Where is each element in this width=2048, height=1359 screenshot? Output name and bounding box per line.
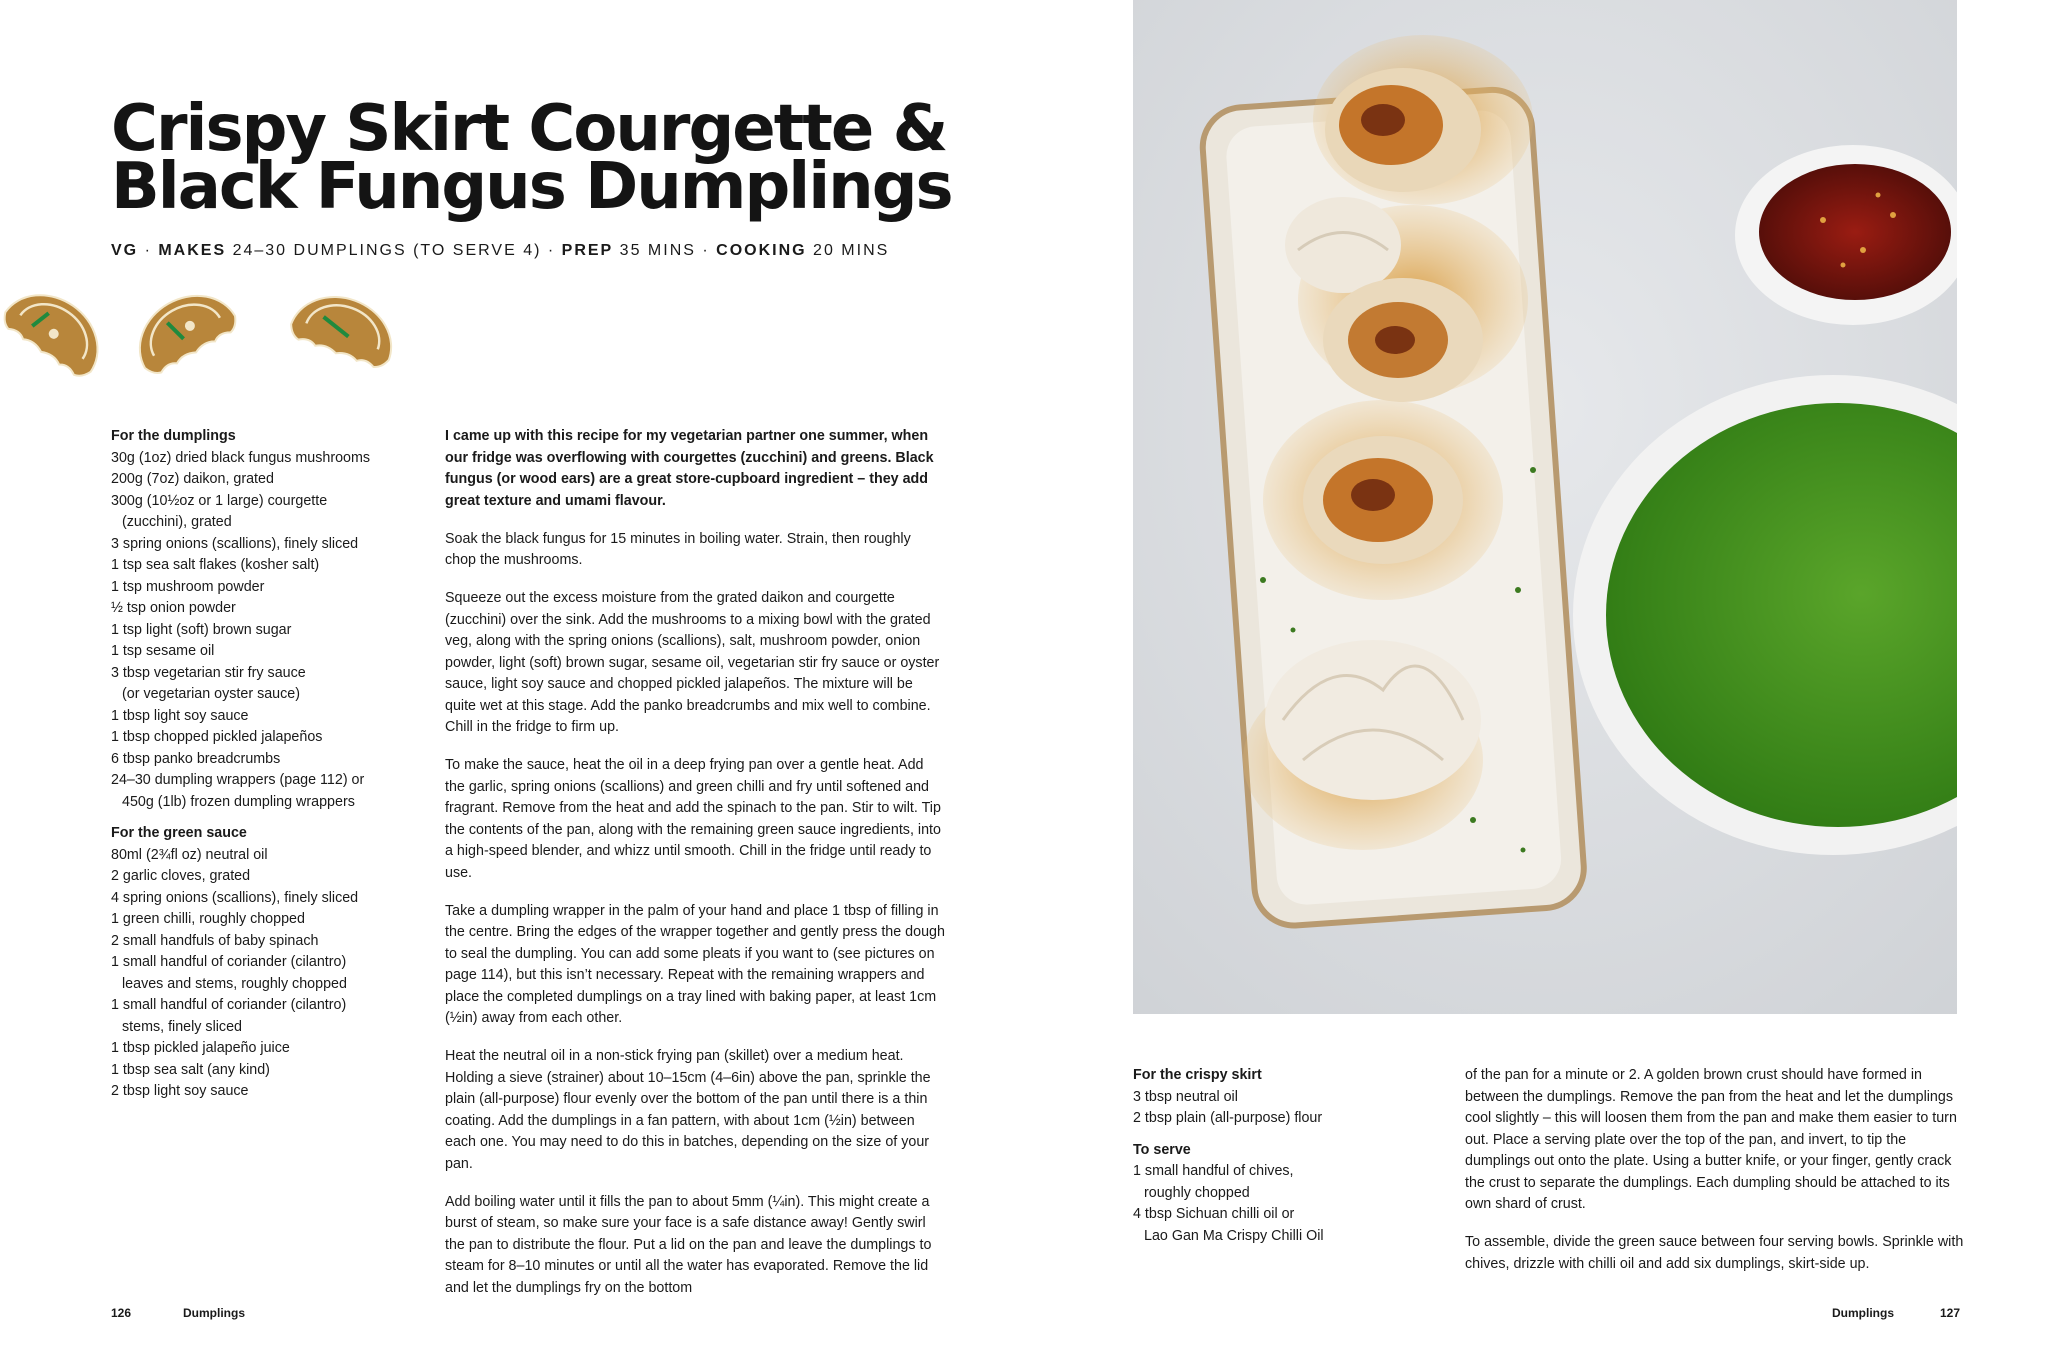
section-name-right: Dumplings bbox=[1832, 1306, 1894, 1320]
ingredient-line: 300g (10½oz or 1 large) courgette bbox=[111, 492, 328, 509]
vg-badge: VG bbox=[111, 242, 139, 259]
ingredient-line: 1 tsp sea salt flakes (kosher salt) bbox=[111, 557, 320, 573]
ingredient-line: 80ml (2¾fl oz) neutral oil bbox=[111, 846, 268, 863]
ingredient-list bbox=[1133, 1161, 1433, 1247]
ingredient-line: 2 tbsp light soy sauce bbox=[111, 1083, 249, 1099]
ingredient-line: 6 tbsp panko breadcrumbs bbox=[111, 750, 281, 767]
cooking-label: COOKING bbox=[716, 242, 807, 259]
ingredient-line: 1 tbsp pickled jalapeño juice bbox=[111, 1040, 290, 1056]
dumpling-icon bbox=[123, 280, 241, 378]
makes-value: 24–30 DUMPLINGS (TO SERVE 4) bbox=[232, 242, 542, 259]
ingredient-line: (zucchini), grated bbox=[122, 514, 232, 530]
ingredient-line: 1 tbsp sea salt (any kind) bbox=[111, 1061, 270, 1078]
ingredient-line: 3 tbsp vegetarian stir fry sauce bbox=[111, 664, 306, 681]
method-step: To assemble, divide the green sauce between four serving bowls. Sprinkle with chives, drizzle with chilli oil and add six dumplings, skirt-side up. bbox=[1465, 1234, 1964, 1272]
method-left bbox=[445, 426, 945, 1316]
ingredient-line: 3 tbsp neutral oil bbox=[1133, 1088, 1238, 1105]
ingredient-line: 2 small handfuls of baby spinach bbox=[111, 932, 319, 949]
makes-label: MAKES bbox=[158, 242, 227, 259]
ingredient-line: 1 small handful of coriander (cilantro) bbox=[111, 954, 347, 970]
method-step: Heat the neutral oil in a non-stick frying pan (skillet) over a medium heat. Holding a sieve (strainer) about 10–15cm (4–6in) above the pan, sprinkle the plain (all-purpose) flour evenly over the bottom of the pan until there is a thin coating. Add the dumplings in a fan pattern, with about 1cm (½in) between each one. You may need to do this in batches, depending on the size of your pan. bbox=[445, 1048, 931, 1172]
ingredient-line: (or vegetarian oyster sauce) bbox=[122, 686, 300, 702]
ingredient-line: roughly chopped bbox=[1144, 1184, 1250, 1201]
recipe-title: Crispy Skirt Courgette & Black Fungus Dumplings bbox=[111, 92, 952, 224]
ingredients-left bbox=[111, 426, 431, 1103]
method-step: Add boiling water until it fills the pan to about 5mm (¼in). This might create a burst of steam, so make sure your face is a safe distance away! Gently swirl the pan to distribute the flour. Put a lid on the pan and leave the dumplings to steam for 8–10 minutes or until all the water has evaporated. Remove the lid and let the dumplings fry on the bottom bbox=[445, 1193, 932, 1296]
ingredient-line: 4 tbsp Sichuan chilli oil or bbox=[1133, 1206, 1295, 1222]
method-right bbox=[1465, 1065, 1965, 1292]
ingredient-list bbox=[111, 845, 431, 1103]
method-step: Soak the black fungus for 15 minutes in boiling water. Strain, then roughly chop the mushrooms. bbox=[445, 530, 911, 568]
section-name-left: Dumplings bbox=[183, 1306, 245, 1320]
ingredient-heading: To serve bbox=[1133, 1141, 1191, 1158]
method-step: Take a dumpling wrapper in the palm of your hand and place 1 tbsp of filling in the centre. Bring the edges of the wrapper together and gently press the dough to seal the dumpling. You can add some pleats if you want to (see pictures on page 114), but this isn’t necessary. Repeat with the remaining wrappers and place the completed dumplings on a tray lined with baking paper, at least 1cm (½in) away from each other. bbox=[445, 902, 945, 1026]
ingredient-group-green-sauce bbox=[111, 823, 431, 1103]
ingredient-line: Lao Gan Ma Crispy Chilli Oil bbox=[1144, 1227, 1324, 1244]
ingredient-heading: For the green sauce bbox=[111, 825, 247, 841]
ingredient-line: 2 tbsp plain (all-purpose) flour bbox=[1133, 1110, 1323, 1126]
ingredient-line: leaves and stems, roughly chopped bbox=[122, 975, 347, 992]
prep-label: PREP bbox=[561, 242, 614, 259]
ingredient-line: 24–30 dumpling wrappers (page 112) or bbox=[111, 772, 365, 788]
ingredient-line: 30g (1oz) dried black fungus mushrooms bbox=[111, 449, 371, 466]
ingredient-heading: For the crispy skirt bbox=[1133, 1067, 1262, 1083]
dumpling-icon bbox=[0, 280, 116, 382]
cooking-value: 20 MINS bbox=[813, 242, 890, 259]
ingredient-line: 1 tsp light (soft) brown sugar bbox=[111, 621, 292, 638]
ingredient-line: 2 garlic cloves, grated bbox=[111, 868, 251, 884]
ingredient-line: 200g (7oz) daikon, grated bbox=[111, 471, 274, 487]
ingredient-line: 1 small handful of chives, bbox=[1133, 1163, 1294, 1179]
ingredient-group-to-serve bbox=[1133, 1140, 1433, 1248]
dumpling-icon bbox=[287, 283, 404, 371]
ingredient-line: stems, finely sliced bbox=[122, 1018, 242, 1035]
method-step: of the pan for a minute or 2. A golden brown crust should have formed in between the dumplings. Remove the pan from the heat and let the dumplings cool slightly – this will loosen them from the pan and make them easier to turn out. Place a serving plate over the top of the pan, and invert, to tip the dumplings out onto the plate. Using a butter knife, or your finger, gently crack the crust to separate the dumplings. Each dumpling should be attached to its own shard of crust. bbox=[1465, 1067, 1957, 1212]
prep-value: 35 MINS bbox=[619, 242, 696, 259]
method-step: Squeeze out the excess moisture from the grated daikon and courgette (zucchini) over the sink. Add the mushrooms to a mixing bowl with the grated veg, along with the spring onions (scallions), salt, mushroom powder, onion powder, light (soft) brown sugar, sesame oil, vegetarian stir fry sauce or oyster sauce, light soy sauce and chopped pickled jalapeños. The mixture will be quite wet at this stage. Add the panko breadcrumbs and mix well to combine. Chill in the fridge to firm up. bbox=[445, 590, 940, 735]
recipe-meta: VG · MAKES 24–30 DUMPLINGS (TO SERVE 4) · PREP 35 MINS · COOKING 20 MINS bbox=[111, 242, 890, 259]
ingredient-line: 450g (1lb) frozen dumpling wrappers bbox=[122, 793, 355, 810]
ingredient-line: 1 tbsp chopped pickled jalapeños bbox=[111, 729, 323, 745]
ingredient-line: 4 spring onions (scallions), finely sliced bbox=[111, 889, 359, 906]
ingredient-line: 1 green chilli, roughly chopped bbox=[111, 911, 305, 927]
ingredients-right bbox=[1133, 1065, 1433, 1247]
recipe-intro: I came up with this recipe for my vegetarian partner one summer, when our fridge was overflowing with courgettes (zucchini) and greens. Black fungus (or wood ears) are a great store-cupboard ingredient – they add great texture and umami flavour. bbox=[445, 428, 934, 509]
ingredient-line: 3 spring onions (scallions), finely sliced bbox=[111, 535, 359, 552]
ingredient-heading: For the dumplings bbox=[111, 428, 236, 444]
ingredient-list bbox=[111, 448, 431, 814]
ingredient-line: 1 tbsp light soy sauce bbox=[111, 707, 249, 724]
ingredient-line: 1 tsp sesame oil bbox=[111, 643, 215, 659]
ingredient-line: 1 small handful of coriander (cilantro) bbox=[111, 997, 347, 1013]
ingredient-line: ½ tsp onion powder bbox=[111, 600, 236, 616]
ingredient-line: 1 tsp mushroom powder bbox=[111, 578, 265, 595]
page-number-left: 126 bbox=[111, 1306, 132, 1320]
dumplings-photo bbox=[1133, 0, 1957, 1014]
ingredient-group-crispy-skirt bbox=[1133, 1065, 1433, 1130]
method-step: To make the sauce, heat the oil in a deep frying pan over a gentle heat. Add the garlic, spring onions (scallions) and green chilli and fry until softened and fragrant. Remove from the heat and add the spinach to the pan. Stir to wilt. Tip the contents of the pan, along with the remaining green sauce ingredients, into a high-speed blender, and whizz until smooth. Chill in the fridge until ready to use. bbox=[445, 757, 941, 881]
page-number-right: 127 bbox=[1940, 1306, 1961, 1320]
dumpling-icons bbox=[0, 280, 420, 400]
ingredient-list bbox=[1133, 1087, 1433, 1130]
ingredient-group-dumplings bbox=[111, 426, 431, 813]
